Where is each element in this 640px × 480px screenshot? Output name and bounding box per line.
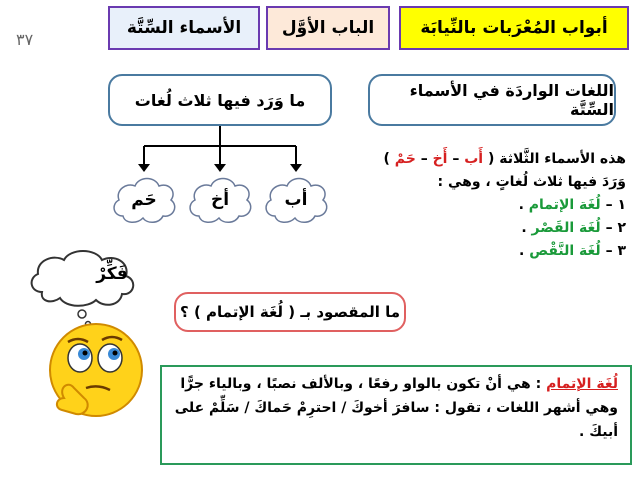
cloud-label: حَم [131,190,157,210]
list-number: ٣ – [605,243,626,260]
three-languages-box: ما وَرَد فيها ثلاث لُغات [108,74,332,126]
language-item-1 [346,194,626,217]
intro-line-1 [346,148,626,171]
definition-box [160,365,632,465]
header-chapter-topic: أبواب المُعْرَبات بالنِّيابَة [399,6,629,50]
cloud-ab [261,172,331,228]
list-end: . [519,243,525,260]
page-number: ٣٧ [16,30,34,49]
noun-separator: – [447,151,465,167]
intro-text [346,148,626,263]
question-box: ما المقصود بـ ( لُغَة الإتمام ) ؟ [174,292,406,332]
noun-separator: – [415,151,433,167]
cloud-ham [109,172,179,228]
header-chapter: الباب الأوَّل [266,6,390,50]
intro-line-2: وَرَدَ فيها ثلاث لُغاتٍ ، وهي : [437,174,626,191]
definition-text: : هي أنْ تكون بالواو رفعًا ، وبالألف نصبًا ، وبالياء جرًّا وهي أشهر اللغات ، تقول : سافرَ أخوكَ / احترِمْ حَماكَ / سَلِّمْ على أبيكَ . [174,376,618,440]
noun-akh: أَخ [432,151,448,167]
languages-title-box: اللغات الواردَة في الأسماء السِّتَّة [368,74,616,126]
language-name: لُغَة النَّقْص [529,243,601,260]
noun-ham: حَمْ [394,151,416,167]
list-end: . [521,220,527,237]
noun-ab: أَب [464,151,484,167]
cloud-akh [185,172,255,228]
think-label: فَكِّرْ [96,264,128,284]
header-lesson: الأسماء السِّتَّة [108,6,260,50]
language-item-2 [346,217,626,240]
cloud-label: أخ [210,190,230,210]
intro-prefix: هذه الأسماء الثَّلاثة ( [487,151,626,167]
intro-suffix: ) [383,151,390,167]
language-name: لُغَة القَصْر [531,220,601,237]
list-number: ١ – [605,197,626,214]
list-end: . [518,197,524,214]
cloud-label: أب [284,190,308,210]
language-name: لُغَة الإتمام [528,197,601,214]
list-number: ٢ – [605,220,626,237]
language-item-3 [346,240,626,263]
definition-term: لُغَة الإتمام [546,376,618,392]
